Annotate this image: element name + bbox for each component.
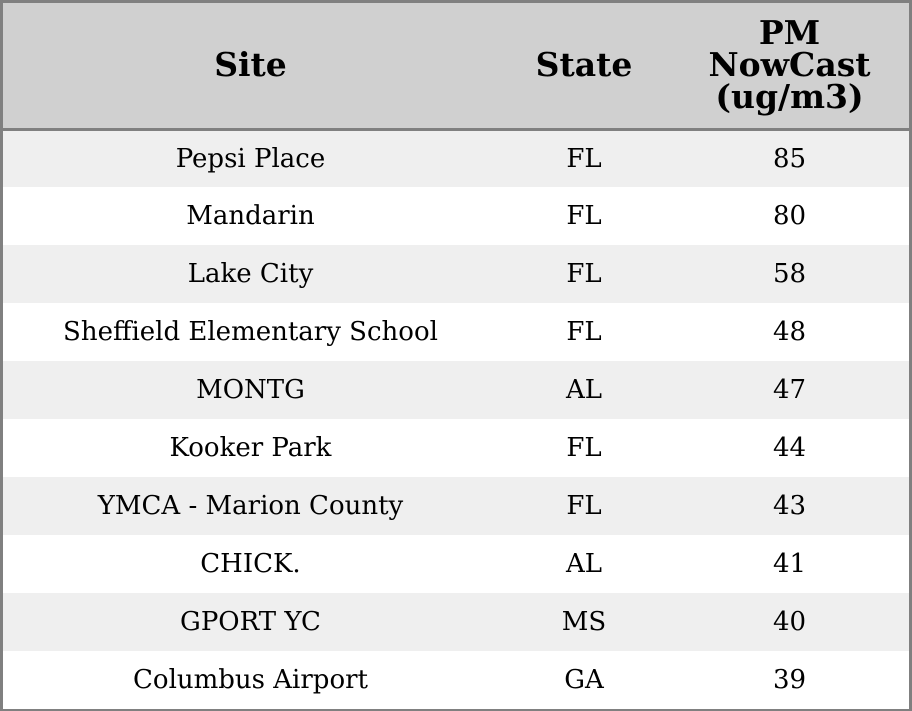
table-row	[3, 303, 909, 361]
table-row	[3, 419, 909, 477]
table-row	[3, 477, 909, 535]
site-cell: Columbus Airport	[133, 665, 368, 695]
state-cell: AL	[565, 375, 603, 405]
table-header	[3, 3, 909, 129]
table-row	[3, 245, 909, 303]
site-cell: MONTG	[196, 375, 305, 405]
state-cell: FL	[566, 259, 602, 289]
site-cell: CHICK.	[200, 549, 301, 579]
table-row	[3, 651, 909, 709]
state-cell: AL	[565, 549, 603, 579]
pm-nowcast-table	[3, 3, 909, 709]
site-cell: Sheffield Elementary School	[63, 317, 438, 347]
state-cell: FL	[566, 433, 602, 463]
site-cell: Pepsi Place	[175, 143, 326, 174]
pm-value-cell: 44	[772, 433, 807, 463]
site-cell: GPORT YC	[180, 607, 321, 637]
pm-header-line-1: PM	[758, 13, 821, 53]
pm-value-cell: 80	[772, 201, 807, 231]
table-row	[3, 361, 909, 419]
column-header-state: State	[535, 45, 633, 85]
pm-value-cell: 39	[772, 665, 807, 695]
table-row	[3, 535, 909, 593]
pm-value-cell: 40	[772, 607, 807, 637]
pm-value-cell: 48	[772, 317, 807, 347]
pm-value-cell: 41	[772, 549, 807, 579]
pm-value-cell: 58	[772, 259, 807, 289]
site-cell: Mandarin	[186, 201, 315, 231]
table-body	[3, 129, 909, 709]
table-row	[3, 129, 909, 187]
state-cell: FL	[566, 143, 602, 174]
state-cell: FL	[566, 201, 602, 231]
table-row	[3, 187, 909, 245]
state-cell: FL	[566, 317, 602, 347]
state-cell: FL	[566, 491, 602, 521]
site-cell: Lake City	[187, 259, 314, 289]
state-cell: MS	[561, 607, 607, 637]
pm-header-line-3: (ug/m3)	[715, 77, 864, 117]
site-cell: YMCA - Marion County	[97, 491, 404, 521]
state-cell: GA	[564, 665, 604, 695]
pm-value-cell: 43	[772, 491, 807, 521]
site-cell: Kooker Park	[169, 433, 332, 463]
table-row	[3, 593, 909, 651]
header-row	[3, 3, 909, 129]
pm-value-cell: 47	[772, 375, 807, 405]
pm-value-cell: 85	[772, 143, 807, 174]
column-header-pm-nowcast	[670, 3, 909, 129]
pm-header-line-2: NowCast	[708, 45, 871, 85]
column-header-site: Site	[214, 45, 287, 85]
